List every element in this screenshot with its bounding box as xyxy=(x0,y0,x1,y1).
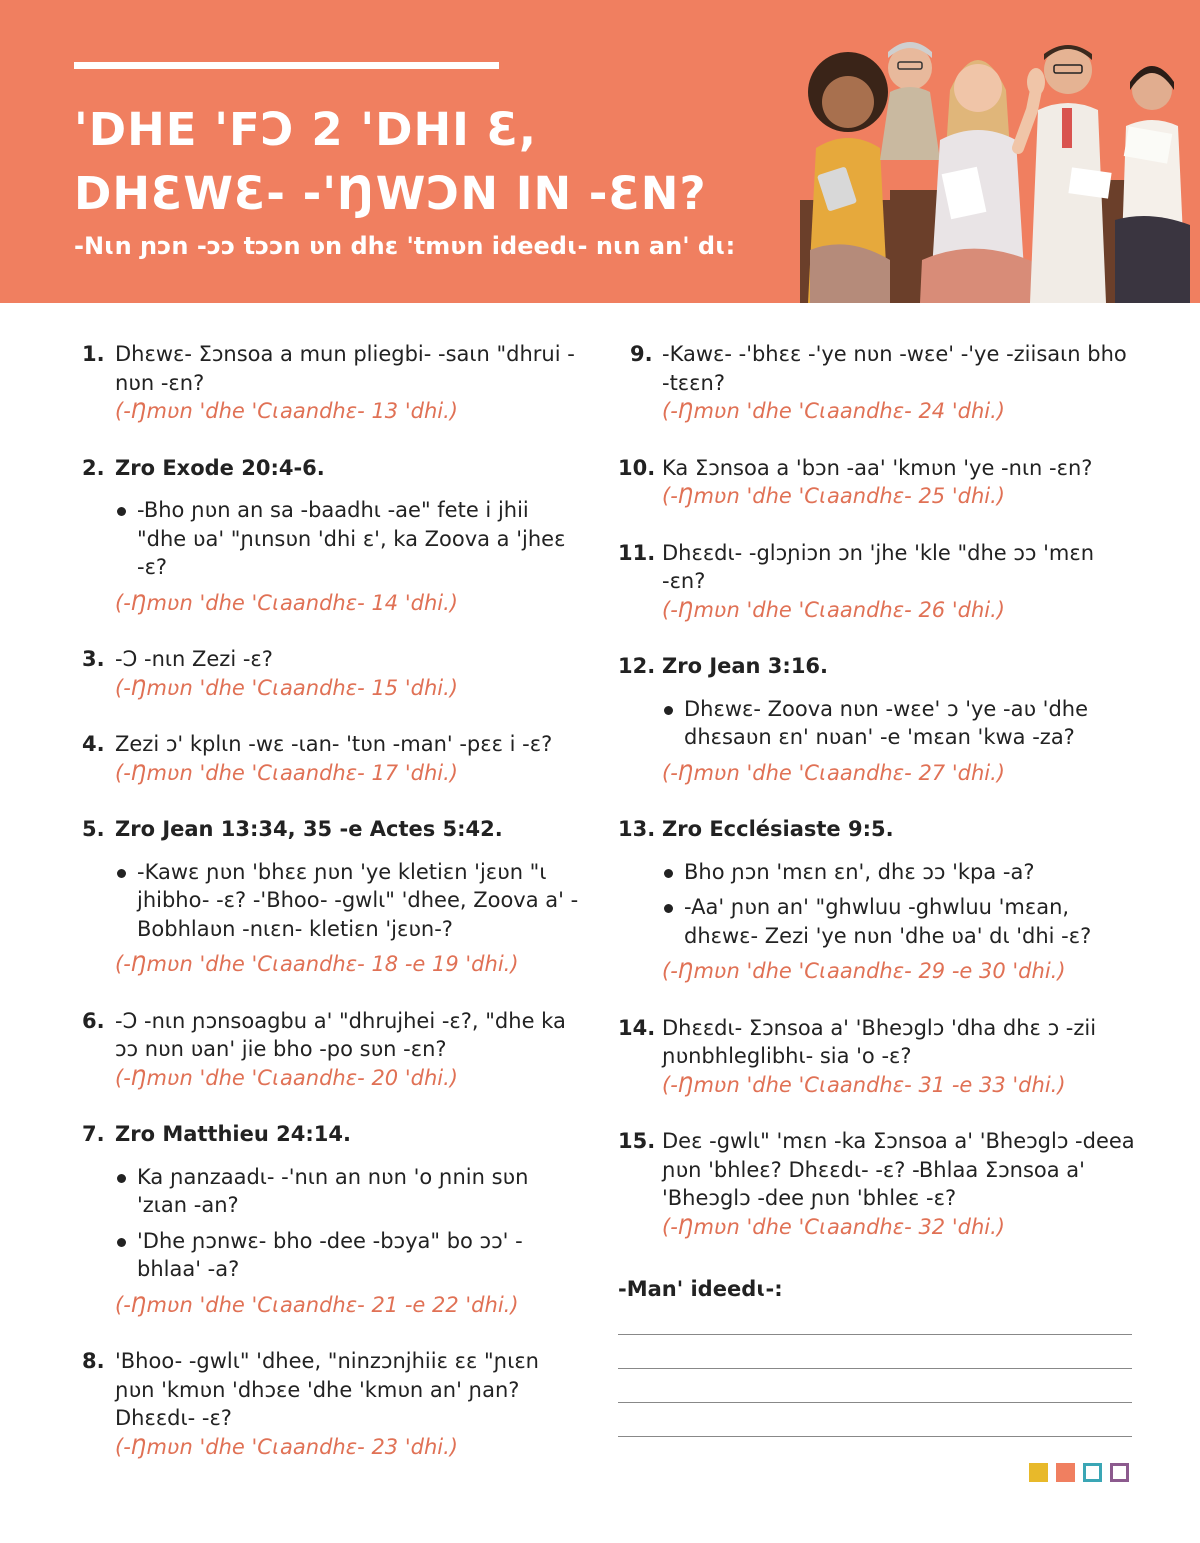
question-number: 13. xyxy=(618,817,656,841)
question-2 xyxy=(82,454,582,618)
lesson-reference: (-Ŋmʋn 'dhe 'Cɩaandhɛ- 13 'dhi.) xyxy=(115,399,458,423)
question-number: 14. xyxy=(618,1015,656,1040)
bullet-item: -Aa' ɲʋn an' "ghwluu -ghwluu 'mɛan, dhɛwɛ- Zezi 'ye nʋn 'dhe ʋa' dɩ 'dhi -ɛ? xyxy=(662,893,1138,950)
question-number: 10. xyxy=(618,455,656,480)
lesson-reference: (-Ŋmʋn 'dhe 'Cɩaandhɛ- 26 'dhi.) xyxy=(662,597,1005,622)
question-number: 15. xyxy=(618,1129,656,1153)
decorative-squares xyxy=(1029,1463,1129,1482)
question-13 xyxy=(618,815,1138,986)
question-1 xyxy=(82,340,582,426)
question-10 xyxy=(618,454,1138,511)
lesson-reference: (-Ŋmʋn 'dhe 'Cɩaandhɛ- 14 'dhi.) xyxy=(115,590,458,615)
question-5 xyxy=(82,815,582,979)
bullet-item: 'Dhe ɲɔnwɛ- bho -dee -bɔya" bo ɔɔ' -bhlaa' -a? xyxy=(115,1227,582,1284)
question-text: Zro Matthieu 24:14. xyxy=(115,1122,351,1146)
question-number: 2. xyxy=(82,455,105,480)
lesson-reference: (-Ŋmʋn 'dhe 'Cɩaandhɛ- 32 'dhi.) xyxy=(662,1214,1005,1239)
question-11 xyxy=(618,539,1138,625)
question-text: -Ɔ -nɩn Zezi -ɛ? xyxy=(115,647,273,671)
bullet-item: Bho ɲɔn 'mɛn ɛn', dhɛ ɔɔ 'kpa -a? xyxy=(662,858,1138,887)
bullet-list xyxy=(662,695,1138,752)
question-number: 6. xyxy=(82,1008,105,1033)
question-3 xyxy=(82,645,582,702)
square-purple-outline xyxy=(1110,1463,1129,1482)
questions-left-column xyxy=(82,340,582,1461)
bullet-item: -Bho ɲʋn an sa -baadhɩ -ae" fete i jhii "dhe ʋa' "ɲɩnsʋn 'dhi ɛ', ka Zoova a 'jheɛ -ɛ? xyxy=(115,496,582,582)
bullet-list xyxy=(115,496,582,582)
lesson-reference: (-Ŋmʋn 'dhe 'Cɩaandhɛ- 24 'dhi.) xyxy=(662,399,1005,423)
lesson-reference: (-Ŋmʋn 'dhe 'Cɩaandhɛ- 21 -e 22 'dhi.) xyxy=(115,1292,519,1317)
page-subtitle: -Nɩn ɲɔn -ɔɔ tɔɔn ʋn dhɛ 'tmʋn ideedɩ- nɩn an' dɩ: xyxy=(74,232,736,260)
questions-right-column xyxy=(618,340,1138,1437)
question-number: 1. xyxy=(82,342,105,366)
question-text: Zezi ɔ' kplɩn -wɛ -ɩan- 'tʋn -man' -pɛɛ i -ɛ? xyxy=(115,732,553,756)
question-number: 3. xyxy=(82,647,105,671)
note-line xyxy=(618,1402,1132,1403)
question-number: 5. xyxy=(82,817,105,841)
question-number: 12. xyxy=(618,654,656,678)
lesson-reference: (-Ŋmʋn 'dhe 'Cɩaandhɛ- 29 -e 30 'dhi.) xyxy=(662,959,1066,983)
bullet-item: Ka ɲanzaadɩ- -'nɩn an nʋn 'o ɲnin sʋn 'zɩan -an? xyxy=(115,1163,582,1220)
question-text: Zro Jean 3:16. xyxy=(662,654,829,678)
question-text: -Ɔ -nɩn ɲɔnsoagbu a' "dhrujhei -ɛ?, "dhe ka ɔɔ nʋn ʋan' jie bho -po sʋn -ɛn? xyxy=(115,1008,566,1061)
page-title xyxy=(74,98,774,226)
bullet-list xyxy=(115,858,582,944)
question-text: Zro Exode 20:4-6. xyxy=(115,455,325,480)
note-line xyxy=(618,1334,1132,1335)
title-line-1: 'DHE 'FƆ 2 'DHI Ɛ, xyxy=(74,103,537,156)
question-6 xyxy=(82,1007,582,1093)
question-14 xyxy=(618,1014,1138,1100)
lesson-reference: (-Ŋmʋn 'dhe 'Cɩaandhɛ- 18 -e 19 'dhi.) xyxy=(115,952,519,976)
question-text: Dhɛɛdɩ- Ʃɔnsoa a' 'Bheɔglɔ 'dha dhɛ ɔ -zii ɲʋnbhleglibhɩ- sia 'o -ɛ? xyxy=(662,1015,1097,1068)
audience-illustration xyxy=(770,30,1200,303)
question-text: Ka Ʃɔnsoa a 'bɔn -aa' 'kmʋn 'ye -nɩn -ɛn? xyxy=(662,455,1093,480)
question-12 xyxy=(618,652,1138,787)
question-number: 7. xyxy=(82,1122,105,1146)
lesson-reference: (-Ŋmʋn 'dhe 'Cɩaandhɛ- 23 'dhi.) xyxy=(115,1434,458,1459)
question-number: 4. xyxy=(82,732,105,756)
notes-label: -Man' ideedɩ-: xyxy=(618,1277,783,1301)
bullet-list xyxy=(662,858,1138,951)
note-line xyxy=(618,1436,1132,1437)
question-text: Deɛ -gwlɩ" 'mɛn -ka Ʃɔnsoa a' 'Bheɔglɔ -deea ɲʋn 'bhleɛ? Dhɛɛdɩ- -ɛ? -Bhlaa Ʃɔnsoa a' 'Bheɔglɔ -dee ɲʋn 'bhleɛ -ɛ? xyxy=(662,1129,1135,1210)
lesson-reference: (-Ŋmʋn 'dhe 'Cɩaandhɛ- 31 -e 33 'dhi.) xyxy=(662,1072,1066,1097)
question-9 xyxy=(618,340,1138,426)
lesson-reference: (-Ŋmʋn 'dhe 'Cɩaandhɛ- 25 'dhi.) xyxy=(662,484,1005,508)
question-number: 8. xyxy=(82,1349,105,1373)
lesson-reference: (-Ŋmʋn 'dhe 'Cɩaandhɛ- 27 'dhi.) xyxy=(662,760,1005,785)
bullet-item: Dhɛwɛ- Zoova nʋn -wɛe' ɔ 'ye -aʋ 'dhe dhɛsaʋn ɛn' nʋan' -e 'mɛan 'kwa -za? xyxy=(662,695,1138,752)
square-orange xyxy=(1056,1463,1075,1482)
lesson-reference: (-Ŋmʋn 'dhe 'Cɩaandhɛ- 20 'dhi.) xyxy=(115,1065,458,1090)
lesson-reference: (-Ŋmʋn 'dhe 'Cɩaandhɛ- 17 'dhi.) xyxy=(115,760,458,785)
question-number: 11. xyxy=(618,540,656,565)
question-number: 9. xyxy=(630,342,653,366)
question-text: Zro Jean 13:34, 35 -e Actes 5:42. xyxy=(115,817,503,841)
header-banner xyxy=(0,0,1200,303)
square-yellow xyxy=(1029,1463,1048,1482)
title-line-2: DHƐWƐ- -'ŊWƆN IN -ƐN? xyxy=(74,167,707,220)
square-teal-outline xyxy=(1083,1463,1102,1482)
bullet-item: -Kawɛ ɲʋn 'bhɛɛ ɲʋn 'ye kletiɛn 'jɛʋn "ɩ jhibho- -ɛ? -'Bhoo- -gwlɩ" 'dhee, Zoova a' -Bobhlaʋn -nɩɛn- kletiɛn 'jɛʋn-? xyxy=(115,858,582,944)
question-text: Zro Ecclésiaste 9:5. xyxy=(662,817,894,841)
lesson-reference: (-Ŋmʋn 'dhe 'Cɩaandhɛ- 15 'dhi.) xyxy=(115,675,458,700)
question-4 xyxy=(82,730,582,787)
question-text: Dhɛɛdɩ- -glɔɲiɔn ɔn 'jhe 'kle "dhe ɔɔ 'mɛn -ɛn? xyxy=(662,540,1094,593)
question-7 xyxy=(82,1120,582,1319)
question-text: -Kawɛ- -'bhɛɛ -'ye nʋn -wɛe' -'ye -ziisaɩn bho -tɛɛn? xyxy=(662,342,1127,395)
question-text: Dhɛwɛ- Ʃɔnsoa a mun pliegbi- -saɩn "dhrui -nʋn -ɛn? xyxy=(115,342,575,395)
question-text: 'Bhoo- -gwlɩ" 'dhee, "ninzɔnjhiiɛ ɛɛ "ɲɩɛn ɲʋn 'kmʋn 'dhɔɛe 'dhe 'kmʋn an' ɲan? Dhɛɛdɩ- -ɛ? xyxy=(115,1349,539,1430)
header-rule xyxy=(74,62,499,69)
question-8 xyxy=(82,1347,582,1461)
note-line xyxy=(618,1368,1132,1369)
question-15 xyxy=(618,1127,1138,1241)
bullet-list xyxy=(115,1163,582,1284)
